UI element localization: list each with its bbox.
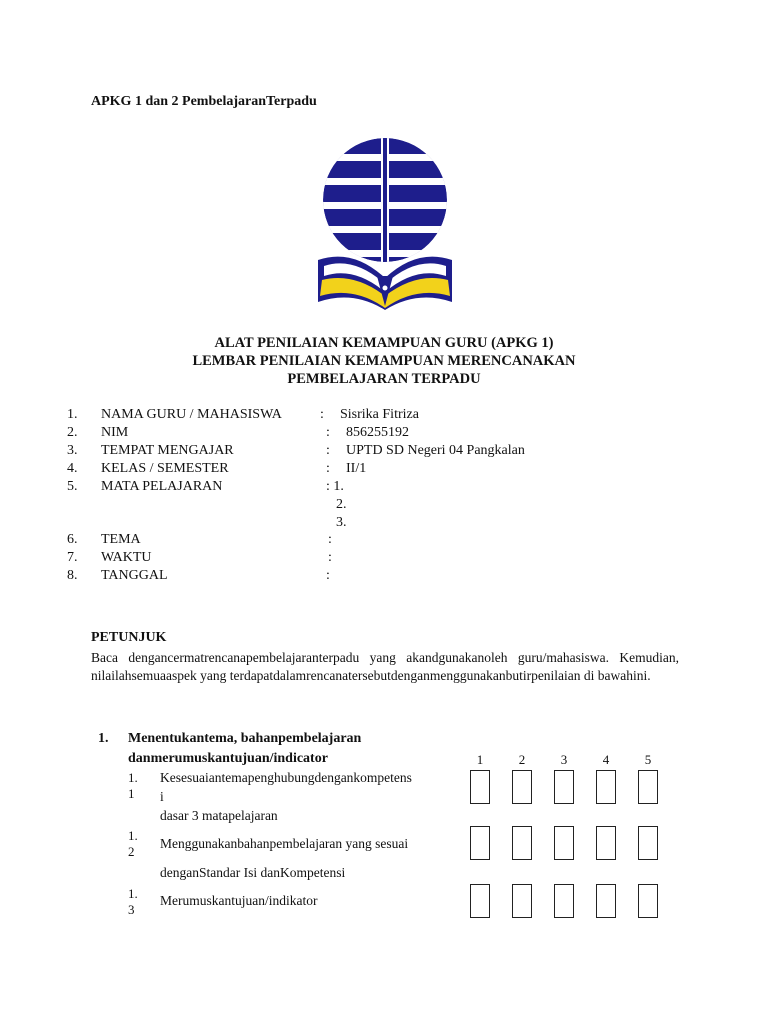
identity-separator: :	[320, 407, 324, 422]
item-text: denganStandar Isi danKompetensi	[160, 865, 346, 880]
identity-number: 5.	[67, 479, 78, 494]
identity-separator: :	[328, 550, 332, 565]
section-title: Menentukantema, bahanpembelajaran	[128, 731, 362, 746]
identity-number: 4.	[67, 461, 78, 476]
document-title: APKG 1 dan 2 PembelajaranTerpadu	[91, 94, 317, 109]
item-text: i	[160, 789, 164, 804]
item-number: 1. 2	[128, 828, 138, 859]
score-checkbox-4[interactable]	[596, 884, 616, 918]
score-checkbox-5[interactable]	[638, 770, 658, 804]
university-logo	[308, 130, 463, 320]
score-checkbox-3[interactable]	[554, 770, 574, 804]
identity-separator: :	[326, 568, 330, 583]
score-checkbox-2[interactable]	[512, 826, 532, 860]
instructions-title: PETUNJUK	[91, 630, 167, 645]
item-number: 1. 3	[128, 886, 138, 917]
identity-number: 6.	[67, 532, 78, 547]
subject-item: 2.	[336, 497, 347, 512]
score-checkbox-1[interactable]	[470, 884, 490, 918]
section-number: 1.	[98, 731, 109, 746]
identity-label: TEMA	[101, 532, 141, 547]
logo-emblem-icon	[308, 130, 463, 315]
scale-label: 2	[518, 752, 526, 767]
scale-label: 3	[560, 752, 568, 767]
subject-item: 3.	[336, 515, 347, 530]
form-heading-1: ALAT PENILAIAN KEMAMPUAN GURU (APKG 1)	[214, 335, 554, 351]
item-text: Menggunakanbahanpembelajaran yang sesuai	[160, 836, 409, 851]
identity-label: WAKTU	[101, 550, 152, 565]
identity-separator: : 1.	[326, 479, 344, 494]
item-text: Kesesuaiantemapenghubungdengankompetens	[160, 770, 412, 785]
identity-number: 8.	[67, 568, 78, 583]
score-checkbox-3[interactable]	[554, 826, 574, 860]
form-heading-3: PEMBELAJARAN TERPADU	[287, 371, 481, 387]
score-checkbox-1[interactable]	[470, 770, 490, 804]
identity-number: 1.	[67, 407, 78, 422]
score-checkbox-3[interactable]	[554, 884, 574, 918]
item-number: 1. 1	[128, 770, 138, 801]
identity-number: 7.	[67, 550, 78, 565]
score-checkbox-4[interactable]	[596, 826, 616, 860]
identity-separator: :	[328, 532, 332, 547]
score-checkbox-2[interactable]	[512, 884, 532, 918]
scale-label: 1	[476, 752, 484, 767]
item-text: dasar 3 matapelajaran	[160, 808, 278, 823]
identity-separator: :	[326, 461, 330, 476]
identity-number: 2.	[67, 425, 78, 440]
form-heading-2: LEMBAR PENILAIAN KEMAMPUAN MERENCANAKAN	[192, 353, 576, 369]
identity-value: 856255192	[346, 425, 409, 440]
item-text: Merumuskantujuan/indikator	[160, 893, 318, 908]
identity-label: TEMPAT MENGAJAR	[101, 443, 234, 458]
scale-label: 5	[644, 752, 652, 767]
score-checkbox-5[interactable]	[638, 884, 658, 918]
scale-label: 4	[602, 752, 610, 767]
identity-value: II/1	[346, 461, 367, 476]
identity-label: TANGGAL	[101, 568, 168, 583]
identity-label: NIM	[101, 425, 129, 440]
score-checkbox-1[interactable]	[470, 826, 490, 860]
identity-label: KELAS / SEMESTER	[101, 461, 229, 476]
identity-separator: :	[326, 443, 330, 458]
identity-number: 3.	[67, 443, 78, 458]
section-title: danmerumuskantujuan/indicator	[128, 751, 328, 766]
identity-value: UPTD SD Negeri 04 Pangkalan	[346, 443, 525, 458]
identity-separator: :	[326, 425, 330, 440]
identity-label: NAMA GURU / MAHASISWA	[101, 407, 282, 422]
identity-value: Sisrika Fitriza	[340, 407, 419, 422]
identity-label: MATA PELAJARAN	[101, 479, 223, 494]
instructions-text: Baca dengancermatrencanapembelajaranterpadu yang akandgunakanoleh guru/mahasiswa. Kemudian, nilailahsemuaaspek yang terdapatdalamrencanatersebutdenganmenggunakanbutirpenilaian di bawahini.	[91, 650, 679, 683]
score-checkbox-2[interactable]	[512, 770, 532, 804]
score-checkbox-4[interactable]	[596, 770, 616, 804]
score-checkbox-5[interactable]	[638, 826, 658, 860]
